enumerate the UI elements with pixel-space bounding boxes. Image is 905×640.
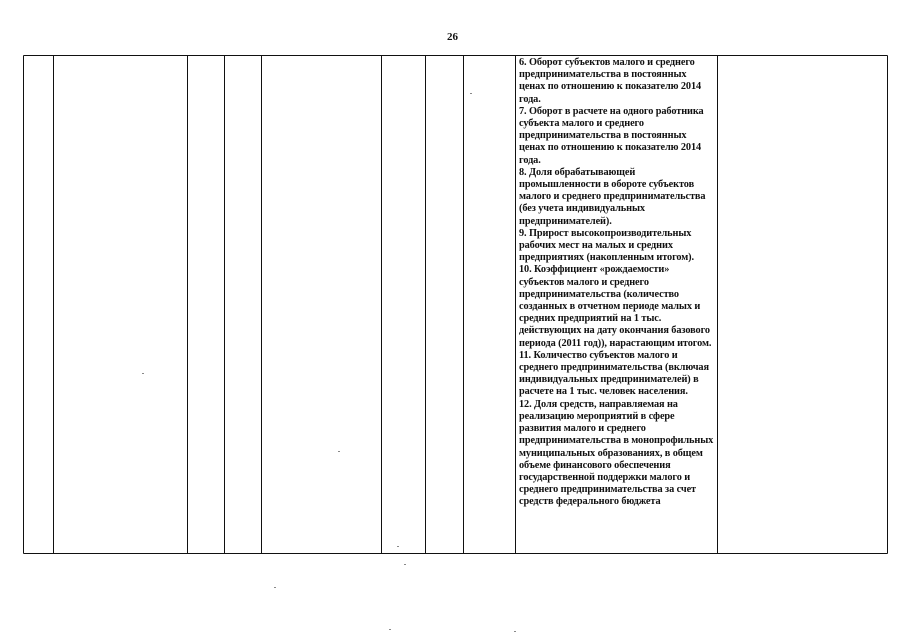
- scan-speck: [389, 629, 391, 630]
- indicator-10: 10. Коэффициент «рождаемости» субъектов малого и среднего предпринимательства (количество созданных в отчетном периоде малых и средних предприятий на 1 тыс. действующих на дату окончания базового периода (2011 год)), нарастающим итогом.: [519, 264, 712, 349]
- page-number: 26: [447, 31, 458, 43]
- indicator-8: 8. Доля обрабатывающей промышленности в обороте субъектов малого и среднего предпринимательства (без учета индивидуальных предпринимателей).: [519, 166, 706, 227]
- indicator-9: 9. Прирост высокопроизводительных рабочих мест на малых и средних предприятиях (накопленным итогом).: [519, 227, 694, 264]
- scan-speck: [274, 587, 276, 588]
- scan-speck: [404, 564, 406, 565]
- scan-speck: [470, 93, 472, 94]
- scan-speck: [338, 451, 340, 452]
- indicator-12: 12. Доля средств, направляемая на реализацию мероприятий в сфере развития малого и среднего предпринимательства в монопрофильных муниципальных образованиях, в общем объеме финансового обеспечения государственной поддержки малого и среднего предпринимательства за счет средств федерального бюджета: [519, 398, 714, 508]
- scan-speck: [142, 373, 144, 374]
- indicator-11: 11. Количество субъектов малого и среднего предпринимательства (включая индивидуальных предпринимателей) в расчете на 1 тыс. человек населения.: [519, 349, 709, 398]
- indicator-6: 6. Оборот субъектов малого и среднего предпринимательства в постоянных ценах по отношению к показателю 2014 года.: [519, 57, 702, 105]
- scan-speck: [514, 631, 516, 632]
- scan-speck: [397, 546, 399, 547]
- indicators-cell: [519, 57, 715, 509]
- indicator-7: 7. Оборот в расчете на одного работника субъекта малого и среднего предпринимательства в постоянных ценах по отношению к показателю 2014 года.: [519, 105, 704, 166]
